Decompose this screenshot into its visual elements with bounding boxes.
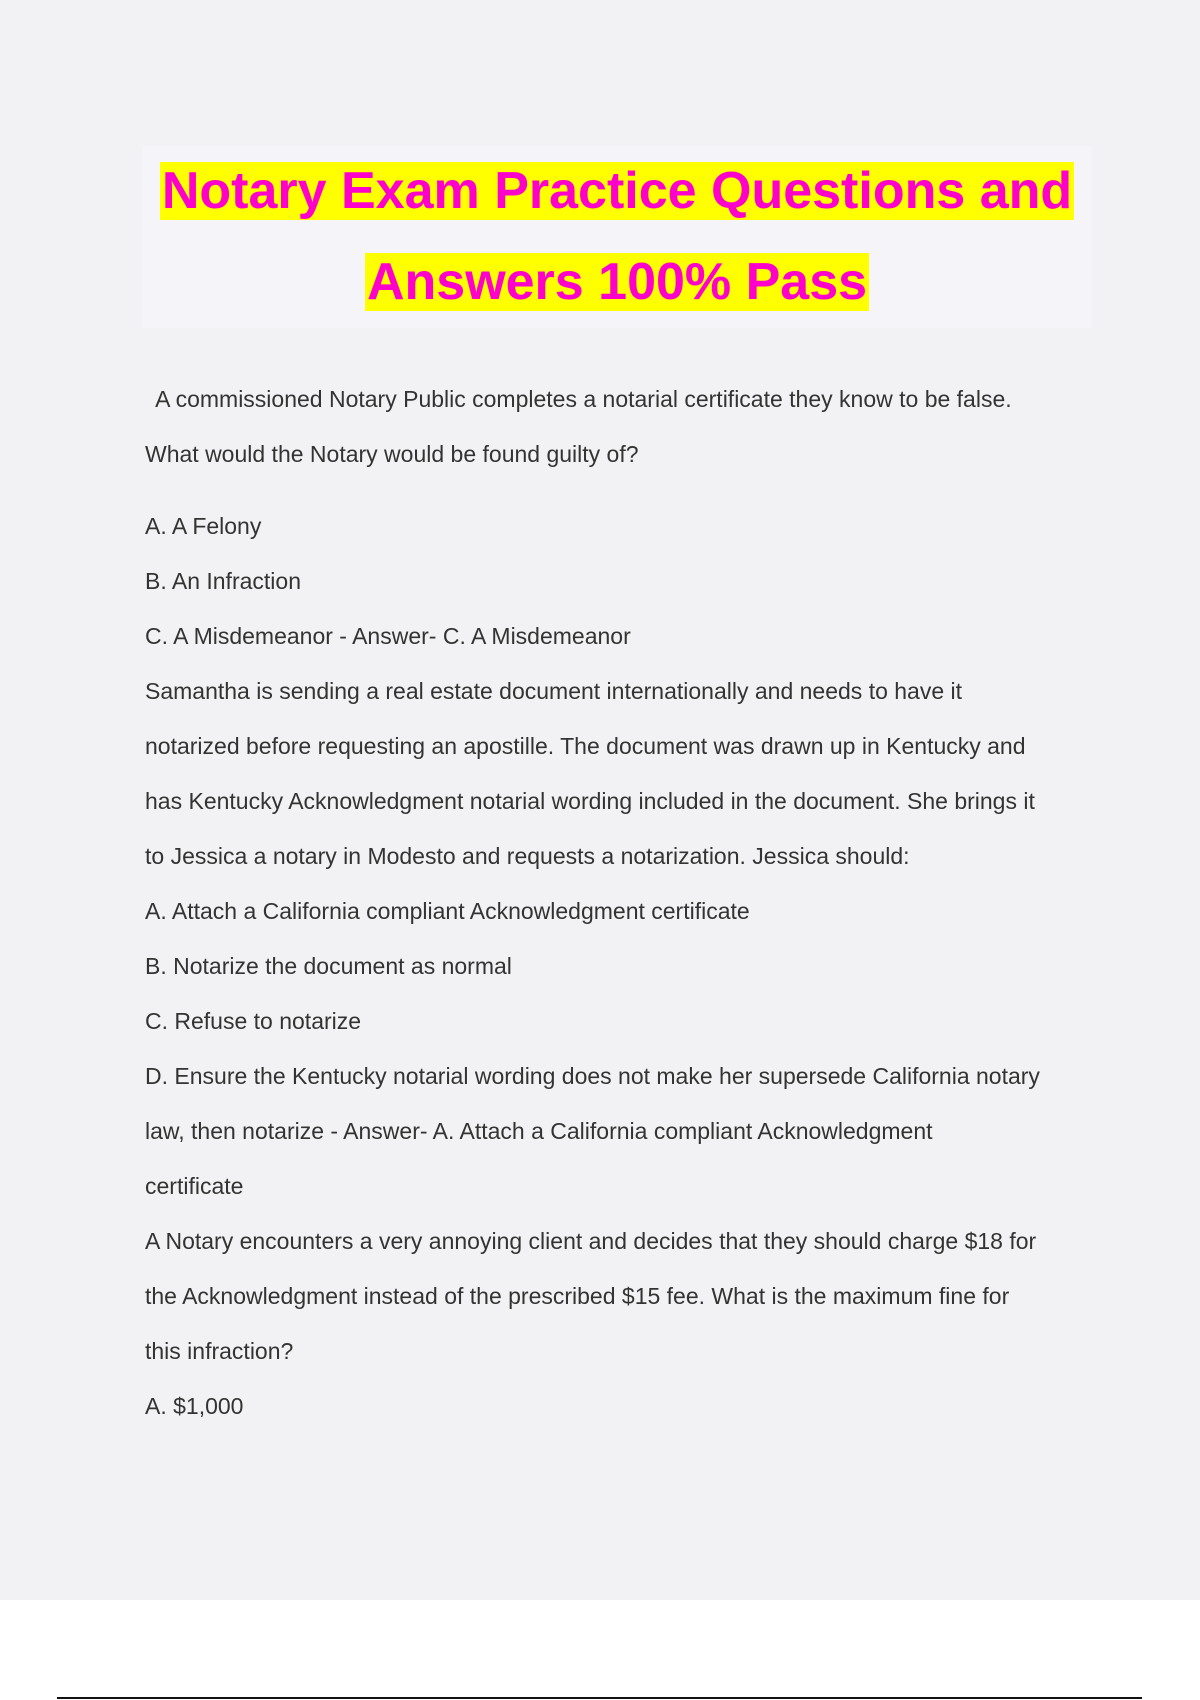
question-1-line-2: What would the Notary would be found guilty of? [145,441,639,467]
answer-continuation: certificate [145,1173,244,1199]
document-body [145,372,1095,1434]
title-line-2: Answers 100% Pass [366,253,868,311]
footer-divider [57,1697,1142,1699]
option-a: A. A Felony [145,513,262,539]
title-line-1: Notary Exam Practice Questions and [161,162,1073,220]
option-a: A. $1,000 [145,1393,244,1419]
question-2-line-3: has Kentucky Acknowledgment notarial wording included in the document. She brings it [145,788,1035,814]
document-title [142,146,1092,328]
question-1-line-1: A commissioned Notary Public completes a notarial certificate they know to be false. [150,386,1012,412]
option-c: C. Refuse to notarize [145,1008,362,1034]
question-3-line-1: A Notary encounters a very annoying client and decides that they should charge $18 for [145,1228,1037,1254]
option-c-answer: C. A Misdemeanor - Answer- C. A Misdemeanor [145,623,631,649]
option-d: D. Ensure the Kentucky notarial wording does not make her supersede California notary [145,1063,1040,1089]
question-3-line-2: the Acknowledgment instead of the prescribed $15 fee. What is the maximum fine for [145,1283,1010,1309]
option-b: B. An Infraction [145,568,301,594]
question-3-line-3: this infraction? [145,1338,294,1364]
option-a: A. Attach a California compliant Acknowledgment certificate [145,898,750,924]
option-b: B. Notarize the document as normal [145,953,512,979]
question-2-line-1: Samantha is sending a real estate document internationally and needs to have it [145,678,963,704]
option-d-answer: law, then notarize - Answer- A. Attach a California compliant Acknowledgment [145,1118,933,1144]
question-2-line-2: notarized before requesting an apostille. The document was drawn up in Kentucky and [145,733,1026,759]
question-2-line-4: to Jessica a notary in Modesto and requests a notarization. Jessica should: [145,843,910,869]
